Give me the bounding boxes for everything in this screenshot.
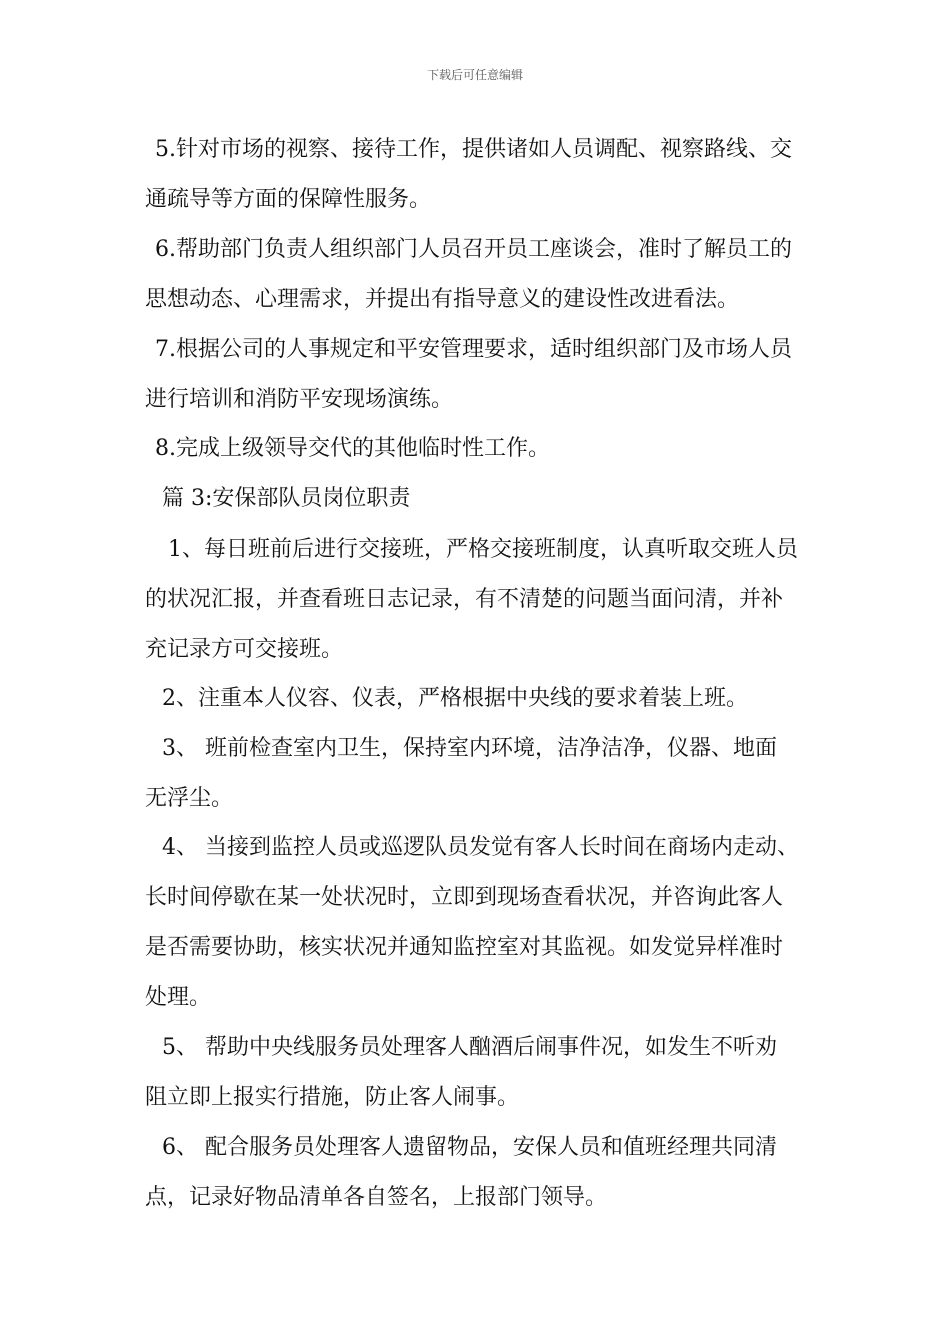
paragraph-line: 阻立即上报实行措施，防止客人闹事。 (145, 1085, 520, 1110)
paragraph-line: 1、每日班前后进行交接班，严格交接班制度，认真听取交班人员 (168, 537, 798, 562)
paragraph-line: 进行培训和消防平安现场演练。 (145, 387, 454, 412)
paragraph-line: 7.根据公司的人事规定和平安管理要求，适时组织部门及市场人员 (155, 337, 792, 362)
paragraph-line: 2、注重本人仪容、仪表，严格根据中央线的要求着装上班。 (162, 686, 748, 711)
paragraph-line: 是否需要协助，核实状况并通知监控室对其监视。如发觉异样准时 (145, 935, 784, 960)
paragraph-line: 长时间停歇在某一处状况时，立即到现场查看状况，并咨询此客人 (145, 885, 784, 910)
page-header: 下载后可任意编辑 (426, 68, 523, 82)
paragraph-line: 4、 当接到监控人员或巡逻队员发觉有客人长时间在商场内走动、 (162, 835, 799, 860)
paragraph-line: 6.帮助部门负责人组织部门人员召开员工座谈会，准时了解员工的 (155, 237, 792, 262)
paragraph-line: 处理。 (145, 985, 212, 1010)
paragraph-line: 5.针对市场的视察、接待工作，提供诸如人员调配、视察路线、交 (155, 137, 792, 162)
paragraph-line: 无浮尘。 (145, 786, 234, 811)
paragraph-line: 的状况汇报，并查看班日志记录，有不清楚的问题当面问清，并补 (145, 587, 784, 612)
section-heading: 篇 3:安保部队员岗位职责 (162, 486, 411, 511)
paragraph-line: 6、 配合服务员处理客人遗留物品，安保人员和值班经理共同清 (162, 1135, 777, 1160)
paragraph-line: 3、 班前检查室内卫生，保持室内环境，洁净洁净，仪器、地面 (162, 736, 777, 761)
paragraph-line: 5、 帮助中央线服务员处理客人酗酒后闹事件况，如发生不听劝 (162, 1035, 777, 1060)
paragraph-line: 8.完成上级领导交代的其他临时性工作。 (155, 436, 550, 461)
paragraph-line: 思想动态、心理需求，并提出有指导意义的建设性改进看法。 (145, 287, 740, 312)
paragraph-line: 通疏导等方面的保障性服务。 (145, 187, 432, 212)
paragraph-line: 点，记录好物品清单各自签名，上报部门领导。 (145, 1185, 608, 1210)
paragraph-line: 充记录方可交接班。 (145, 637, 344, 662)
